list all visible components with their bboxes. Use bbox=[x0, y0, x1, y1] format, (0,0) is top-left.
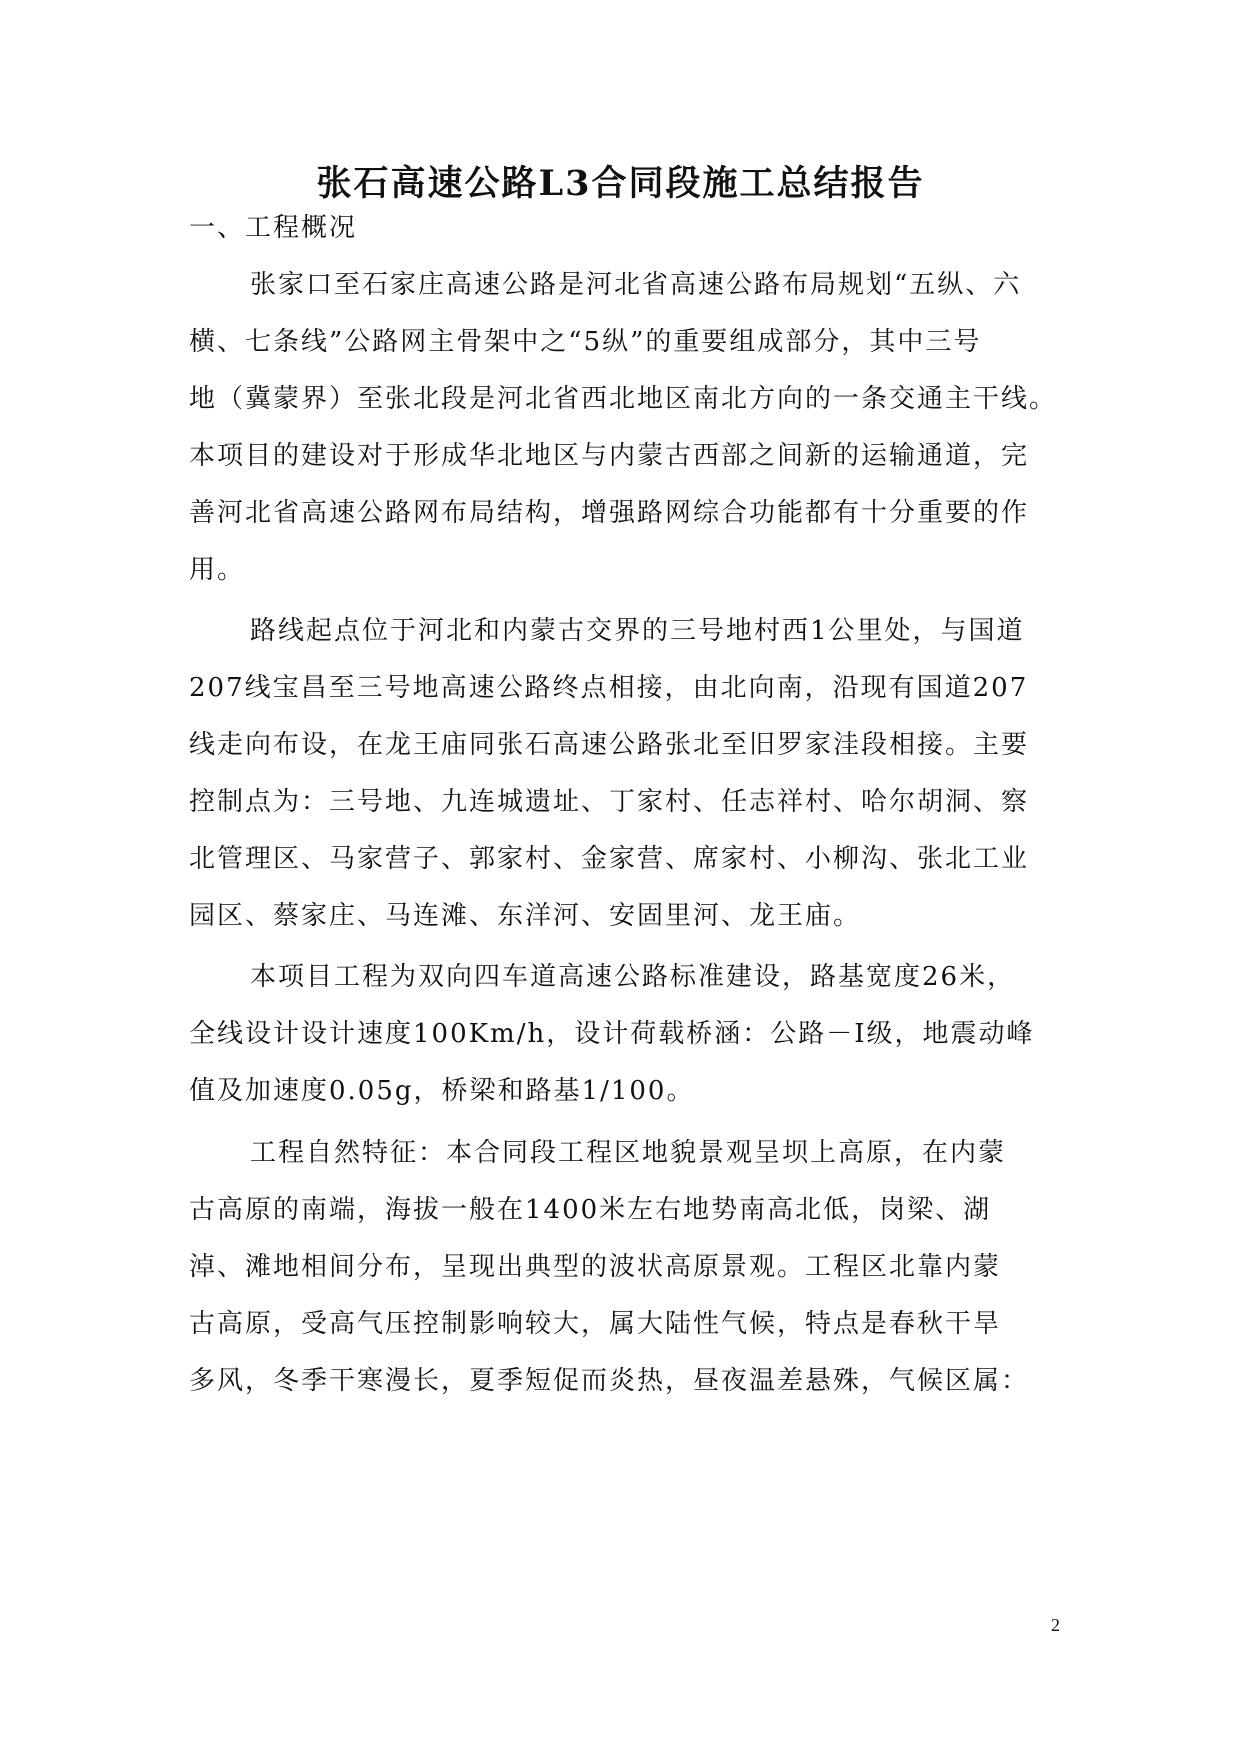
body-line-4: 本项目的建设对于形成华北地区与内蒙古西部之间新的运输通道，完 bbox=[189, 441, 1030, 471]
body-line-10: 控制点为：三号地、九连城遗址、丁家村、任志祥村、哈尔胡洞、察 bbox=[189, 787, 1030, 817]
body-line-7: 路线起点位于河北和内蒙古交界的三号地村西1公里处，与国道 bbox=[250, 616, 1025, 646]
body-line-17: 古高原的南端，海拔一般在1400米左右地势南高北低，岗梁、湖 bbox=[189, 1195, 992, 1225]
body-line-16: 工程自然特征：本合同段工程区地貌景观呈坝上高原，在内蒙 bbox=[250, 1138, 1007, 1168]
document-title: 张石高速公路L3合同段施工总结报告 bbox=[316, 163, 925, 204]
page-number: 2 bbox=[1051, 1615, 1060, 1635]
body-line-2: 横、七条线”公路网主骨架中之“5纵”的重要组成部分，其中三号 bbox=[189, 327, 982, 357]
body-line-1: 张家口至石家庄高速公路是河北省高速公路布局规划“五纵、六 bbox=[250, 270, 1022, 300]
section-heading: 一、工程概况 bbox=[189, 213, 358, 243]
body-line-13: 本项目工程为双向四车道高速公路标准建设，路基宽度26米， bbox=[250, 962, 1016, 992]
body-line-14: 全线设计设计速度100Km/h，设计荷载桥涵：公路－Ⅰ级，地震动峰 bbox=[189, 1019, 1035, 1049]
body-line-12: 园区、蔡家庄、马连滩、东洋河、安固里河、龙王庙。 bbox=[189, 901, 862, 931]
body-line-9: 线走向布设，在龙王庙同张石高速公路张北至旧罗家洼段相接。主要 bbox=[189, 730, 1030, 760]
body-line-18: 淖、滩地相间分布，呈现出典型的波状高原景观。工程区北靠内蒙 bbox=[189, 1252, 1002, 1282]
body-line-20: 多风，冬季干寒漫长，夏季短促而炎热，昼夜温差悬殊，气候区属： bbox=[189, 1366, 1030, 1396]
body-line-3: 地（冀蒙界）至张北段是河北省西北地区南北方向的一条交通主干线。 bbox=[189, 384, 1058, 414]
body-line-11: 北管理区、马家营子、郭家村、金家营、席家村、小柳沟、张北工业 bbox=[189, 844, 1030, 874]
body-line-5: 善河北省高速公路网布局结构，增强路网综合功能都有十分重要的作 bbox=[189, 498, 1030, 528]
body-line-6: 用。 bbox=[189, 555, 246, 585]
body-line-19: 古高原，受高气压控制影响较大，属大陆性气候，特点是春秋干旱 bbox=[189, 1309, 1002, 1339]
body-line-15: 值及加速度0.05g，桥梁和路基1/100。 bbox=[189, 1076, 695, 1106]
body-line-8: 207线宝昌至三号地高速公路终点相接，由北向南，沿现有国道207 bbox=[189, 673, 1029, 703]
